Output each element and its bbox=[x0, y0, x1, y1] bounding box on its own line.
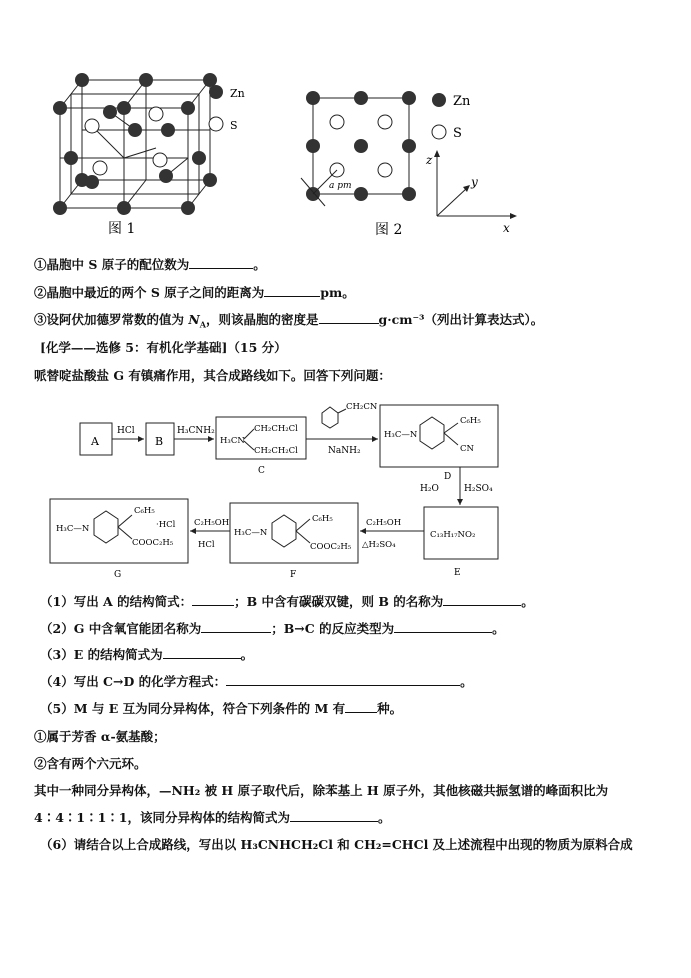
answer-blank[interactable] bbox=[226, 674, 460, 686]
figure-1-unit-cell bbox=[40, 70, 270, 240]
answer-blank[interactable] bbox=[394, 621, 492, 633]
c-top: CH₂CH₂Cl bbox=[254, 424, 298, 434]
q5-para-2-end: 。 bbox=[378, 810, 391, 825]
g-bot: COOC₂H₅ bbox=[132, 538, 174, 548]
question-1 bbox=[40, 592, 534, 610]
figure-2-projection bbox=[295, 84, 535, 244]
crystal-q1-end: 。 bbox=[253, 257, 266, 272]
reagent-etoh: C₂H₅OH bbox=[366, 518, 402, 528]
reagent-hcl: HCl bbox=[117, 426, 135, 436]
intro-text: 哌替啶盐酸盐 G 有镇痛作用，其合成路线如下。回答下列问题： bbox=[34, 368, 391, 383]
f-bot: COOC₂H₅ bbox=[310, 542, 352, 552]
condition-2: ②含有两个六元环。 bbox=[34, 756, 147, 771]
fig1-legend-s: S bbox=[230, 119, 238, 132]
crystal-q2 bbox=[34, 283, 355, 301]
q1-mid: ；B 中含有碳碳双键，则 B 的名称为 bbox=[234, 594, 444, 609]
q1-text: （1）写出 A 的结构简式： bbox=[40, 594, 193, 609]
crystal-q3-mid: ，则该晶胞的密度是 bbox=[206, 312, 319, 327]
question-6: （6）请结合以上合成路线，写出以 H₃CNHCH₂Cl 和 CH₂=CHCl 及上述流程中出现的物质为原料合成 bbox=[40, 837, 633, 852]
answer-blank[interactable] bbox=[319, 312, 379, 324]
q5-text: （5）M 与 E 互为同分异构体，符合下列条件的 M 有 bbox=[40, 701, 346, 716]
d-left: H₃C—N bbox=[384, 430, 418, 440]
reagent-hcl-2: HCl bbox=[198, 540, 215, 550]
axis-z: z bbox=[426, 153, 433, 167]
reagent-h2so4: H₂SO₄ bbox=[464, 484, 493, 494]
condition-1: ①属于芳香 α-氨基酸； bbox=[34, 729, 166, 744]
fig1-legend-zn: Zn bbox=[230, 87, 245, 100]
reagent-nanh2: NaNH₂ bbox=[328, 446, 361, 456]
crystal-q3-text: ③设阿伏加德罗常数的值为 bbox=[34, 312, 189, 327]
na-subscript: A bbox=[199, 319, 207, 330]
label-g: G bbox=[114, 570, 122, 580]
fig2-dim-label: a pm bbox=[329, 181, 352, 191]
answer-blank[interactable] bbox=[192, 594, 234, 606]
label-e: E bbox=[454, 568, 461, 578]
q4-text: （4）写出 C→D 的化学方程式： bbox=[40, 674, 227, 689]
section-title: [化学——选修 5：有机化学基础]（15 分） bbox=[40, 340, 287, 355]
q2-mid: ；B→C 的反应类型为 bbox=[271, 621, 395, 636]
d-bot: CN bbox=[460, 444, 474, 454]
compound-b: B bbox=[155, 435, 164, 448]
g-hcl: ·HCl bbox=[156, 520, 176, 530]
label-c: C bbox=[258, 466, 265, 476]
crystal-q3 bbox=[34, 310, 543, 330]
answer-blank[interactable] bbox=[345, 701, 377, 713]
q5-para-2 bbox=[34, 808, 391, 826]
d-top: C₆H₅ bbox=[460, 416, 481, 426]
crystal-q3-unit: g·cm⁻³（列出计算表达式）。 bbox=[378, 312, 544, 327]
fig2-legend-zn: Zn bbox=[453, 94, 471, 109]
na-symbol: N bbox=[188, 312, 200, 327]
question-5 bbox=[40, 699, 402, 717]
q3-end: 。 bbox=[240, 647, 254, 662]
q5-end: 种。 bbox=[377, 701, 403, 716]
fig2-legend-s: S bbox=[453, 126, 462, 141]
question-3 bbox=[40, 645, 253, 663]
answer-blank[interactable] bbox=[443, 594, 521, 606]
reagent-h2o: H₂O bbox=[420, 484, 439, 494]
fig2-caption: 图 2 bbox=[375, 222, 403, 238]
crystal-q2-text: ②晶胞中最近的两个 S 原子之间的距离为 bbox=[34, 285, 265, 300]
q3-text: （3）E 的结构简式为 bbox=[40, 647, 163, 662]
answer-blank[interactable] bbox=[189, 257, 253, 269]
question-4 bbox=[40, 672, 473, 690]
fig1-caption: 图 1 bbox=[108, 221, 136, 237]
question-2 bbox=[40, 619, 505, 637]
axis-x: x bbox=[503, 221, 510, 235]
q1-end: 。 bbox=[521, 594, 534, 609]
q2-end: 。 bbox=[492, 621, 505, 636]
g-left: H₃C—N bbox=[56, 524, 90, 534]
e-formula: C₁₃H₁₇NO₂ bbox=[430, 530, 476, 540]
answer-blank[interactable] bbox=[201, 621, 271, 633]
reagent-etoh-2: C₂H₅OH bbox=[194, 518, 230, 528]
answer-blank[interactable] bbox=[290, 810, 378, 822]
reagent-benzyl-cn: CH₂CN bbox=[346, 402, 378, 412]
f-left: H₃C—N bbox=[234, 528, 268, 538]
reagent-ch3nh2: H₃CNH₂ bbox=[177, 426, 215, 436]
q2-text: （2）G 中含氧官能团名称为 bbox=[40, 621, 202, 636]
axis-y: y bbox=[471, 175, 478, 189]
q5-para-1: 其中一种同分异构体，—NH₂ 被 H 原子取代后，除苯基上 H 原子外，其他核磁共振氢谱的峰面积比为 bbox=[34, 783, 609, 798]
crystal-q1-text: ①晶胞中 S 原子的配位数为 bbox=[34, 257, 190, 272]
reagent-delta-h2so4: △H₂SO₄ bbox=[362, 540, 396, 550]
synthesis-scheme bbox=[40, 395, 560, 585]
f-top: C₆H₅ bbox=[312, 514, 333, 524]
s-atoms bbox=[85, 107, 167, 175]
label-d: D bbox=[444, 472, 452, 482]
g-top: C₆H₅ bbox=[134, 506, 155, 516]
compound-a: A bbox=[91, 435, 99, 448]
answer-blank[interactable] bbox=[264, 285, 320, 297]
answer-blank[interactable] bbox=[163, 647, 241, 659]
c-left: H₃CN bbox=[220, 436, 245, 446]
q4-end: 。 bbox=[460, 674, 473, 689]
crystal-q2-end: pm。 bbox=[320, 285, 355, 300]
label-f: F bbox=[290, 570, 297, 580]
c-bot: CH₂CH₂Cl bbox=[254, 446, 298, 456]
crystal-q1 bbox=[34, 255, 266, 273]
q5-para-2-text: 4∶4∶1∶1∶1，该同分异构体的结构简式为 bbox=[34, 810, 290, 825]
